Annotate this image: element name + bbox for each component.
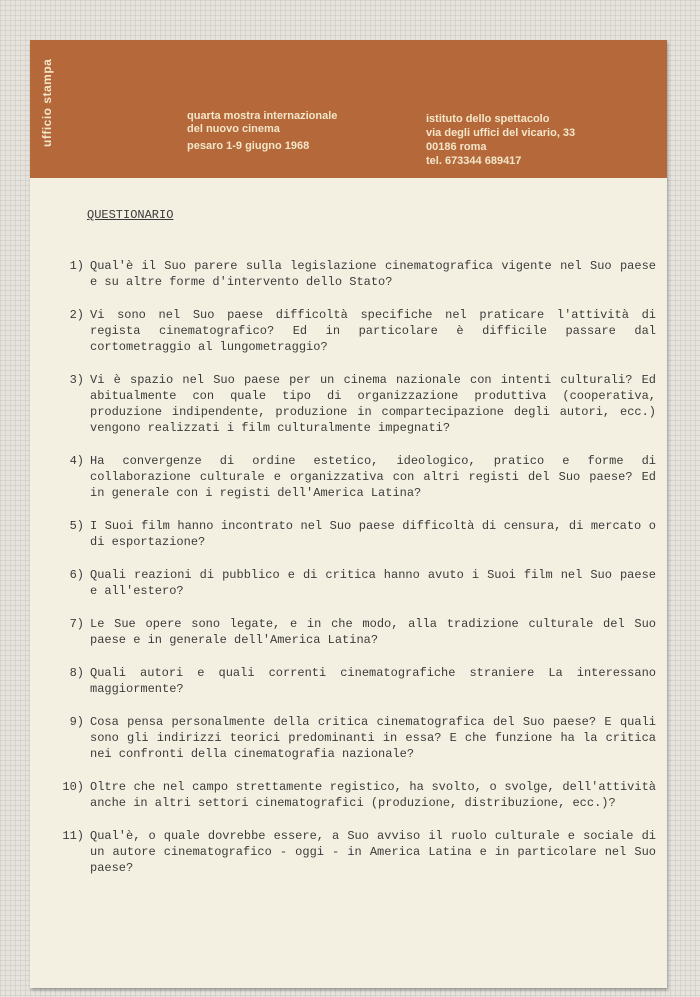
document-title: QUESTIONARIO [87,208,174,222]
press-office-label: ufficio stampa [40,58,54,147]
question-number: 7) [69,617,84,631]
festival-dates: pesaro 1-9 giugno 1968 [187,140,310,152]
question-number: 10) [62,780,84,794]
question-list [56,258,656,893]
question-item [56,307,656,355]
institute-name: istituto dello spettacolo [426,113,550,125]
document-sheet [30,40,667,988]
letterhead-band [30,40,667,178]
question-number: 6) [69,568,84,582]
question-number: 9) [69,715,84,729]
question-text: Quali autori e quali correnti cinematografiche straniere La interessano maggiormente? [90,666,656,696]
question-number: 4) [69,454,84,468]
question-text: Cosa pensa personalmente della critica cinematografica del Suo paese? E quali sono gli indirizzi teorici predominanti in essa? E che funzione ha la critica nei confronti della cinematografia nazionale? [90,715,656,761]
festival-block [187,110,337,153]
question-text: Qual'è il Suo parere sulla legislazione cinematografica vigente nel Suo paese e su altre forme d'intervento dello Stato? [90,259,656,289]
question-number: 5) [69,519,84,533]
question-item [56,714,656,762]
festival-line-2: del nuovo cinema [187,123,280,135]
institute-phone: tel. 673344 689417 [426,155,522,167]
question-text: I Suoi film hanno incontrato nel Suo paese difficoltà di censura, di mercato o di esportazione? [90,519,656,549]
question-item [56,828,656,876]
question-number: 11) [62,829,84,843]
question-text: Le Sue opere sono legate, e in che modo, alla tradizione culturale del Suo paese e in generale dell'America Latina? [90,617,656,647]
institute-address: via degli uffici del vicario, 33 [426,127,576,139]
question-number: 3) [69,373,84,387]
question-text: Quali reazioni di pubblico e di critica hanno avuto i Suoi film nel Suo paese e all'estero? [90,568,656,598]
question-item [56,518,656,550]
question-item [56,258,656,290]
question-text: Vi sono nel Suo paese difficoltà specifiche nel praticare l'attività di regista cinematografico? Ed in particolare è difficile passare dal cortometraggio al lungometraggio? [90,308,656,354]
question-number: 8) [69,666,84,680]
question-text: Ha convergenze di ordine estetico, ideologico, pratico e forme di collaborazione culturale e organizzativa con altri registi del Suo paese? Ed in generale con i registi dell'America Latina? [90,454,656,500]
question-item [56,779,656,811]
question-item [56,372,656,436]
institute-postcode: 00186 roma [426,141,487,153]
festival-line-1: quarta mostra internazionale [187,110,338,122]
question-item [56,567,656,599]
question-number: 2) [69,308,84,322]
institute-block [426,112,575,168]
question-number: 1) [69,259,84,273]
question-text: Qual'è, o quale dovrebbe essere, a Suo avviso il ruolo culturale e sociale di un autore cinematografico - oggi - in America Latina e in particolare nel Suo paese? [90,829,656,875]
question-text: Oltre che nel campo strettamente registico, ha svolto, o svolge, dell'attività anche in altri settori cinematografici (produzione, distribuzione, ecc.)? [90,780,656,810]
question-item [56,665,656,697]
question-item [56,453,656,501]
question-item [56,616,656,648]
question-text: Vi è spazio nel Suo paese per un cinema nazionale con intenti culturali? Ed abitualmente con quale tipo di organizzazione produttiva (cooperativa, produzione indipendente, produzione in compartecipazione degli autori, ecc.) vengono realizzati i film culturalmente impegnati? [90,373,656,435]
